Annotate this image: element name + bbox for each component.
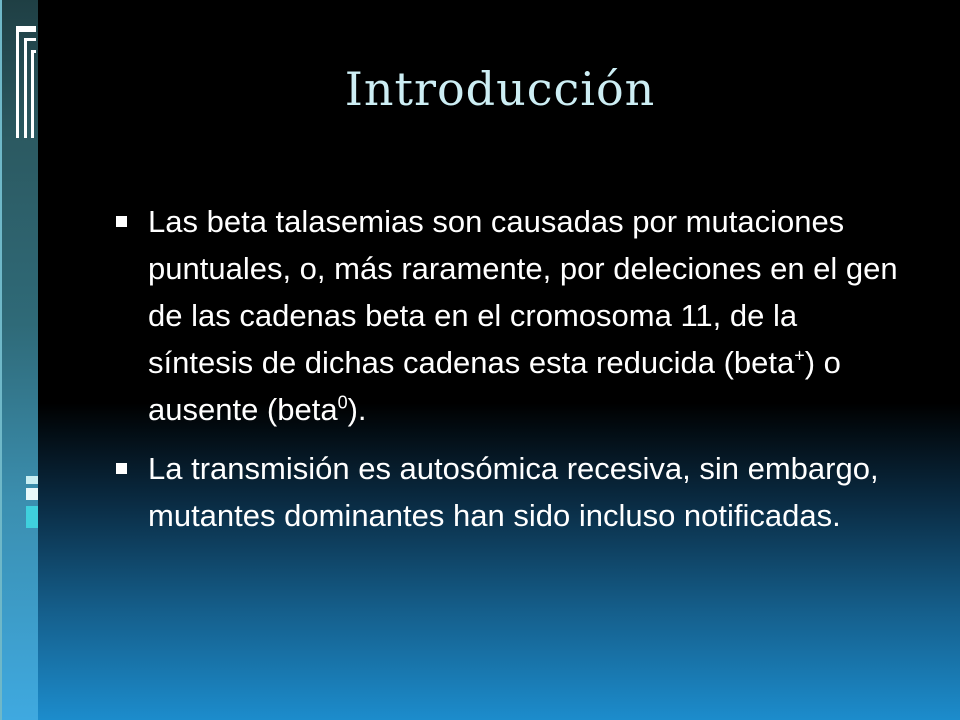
- square-bullet-icon: [116, 216, 127, 227]
- superscript-plus: +: [794, 345, 805, 366]
- grid-decoration-icon: [16, 26, 36, 138]
- superscript-zero: 0: [337, 392, 348, 413]
- bullet-text: ) o ausente (beta: [148, 345, 841, 427]
- bullet-item: [110, 445, 900, 539]
- square-bullet-icon: [116, 463, 127, 474]
- left-edge-line: [0, 0, 2, 720]
- bullet-item: [110, 198, 900, 433]
- bullet-text: La transmisión es autosómica recesiva, sin embargo, mutantes dominantes han sido incluso notificadas.: [148, 451, 879, 533]
- slide-title: Introducción: [344, 62, 656, 116]
- bullet-text: Las beta talasemias son causadas por mutaciones puntuales, o, más raramente, por deleciones en el gen de las cadenas beta en el cromosoma 11, de la síntesis de dichas cadenas esta reducida (beta: [148, 204, 898, 380]
- bullet-text: ).: [347, 392, 367, 427]
- bullet-list: [110, 198, 900, 551]
- square-decoration-icon: [26, 476, 38, 528]
